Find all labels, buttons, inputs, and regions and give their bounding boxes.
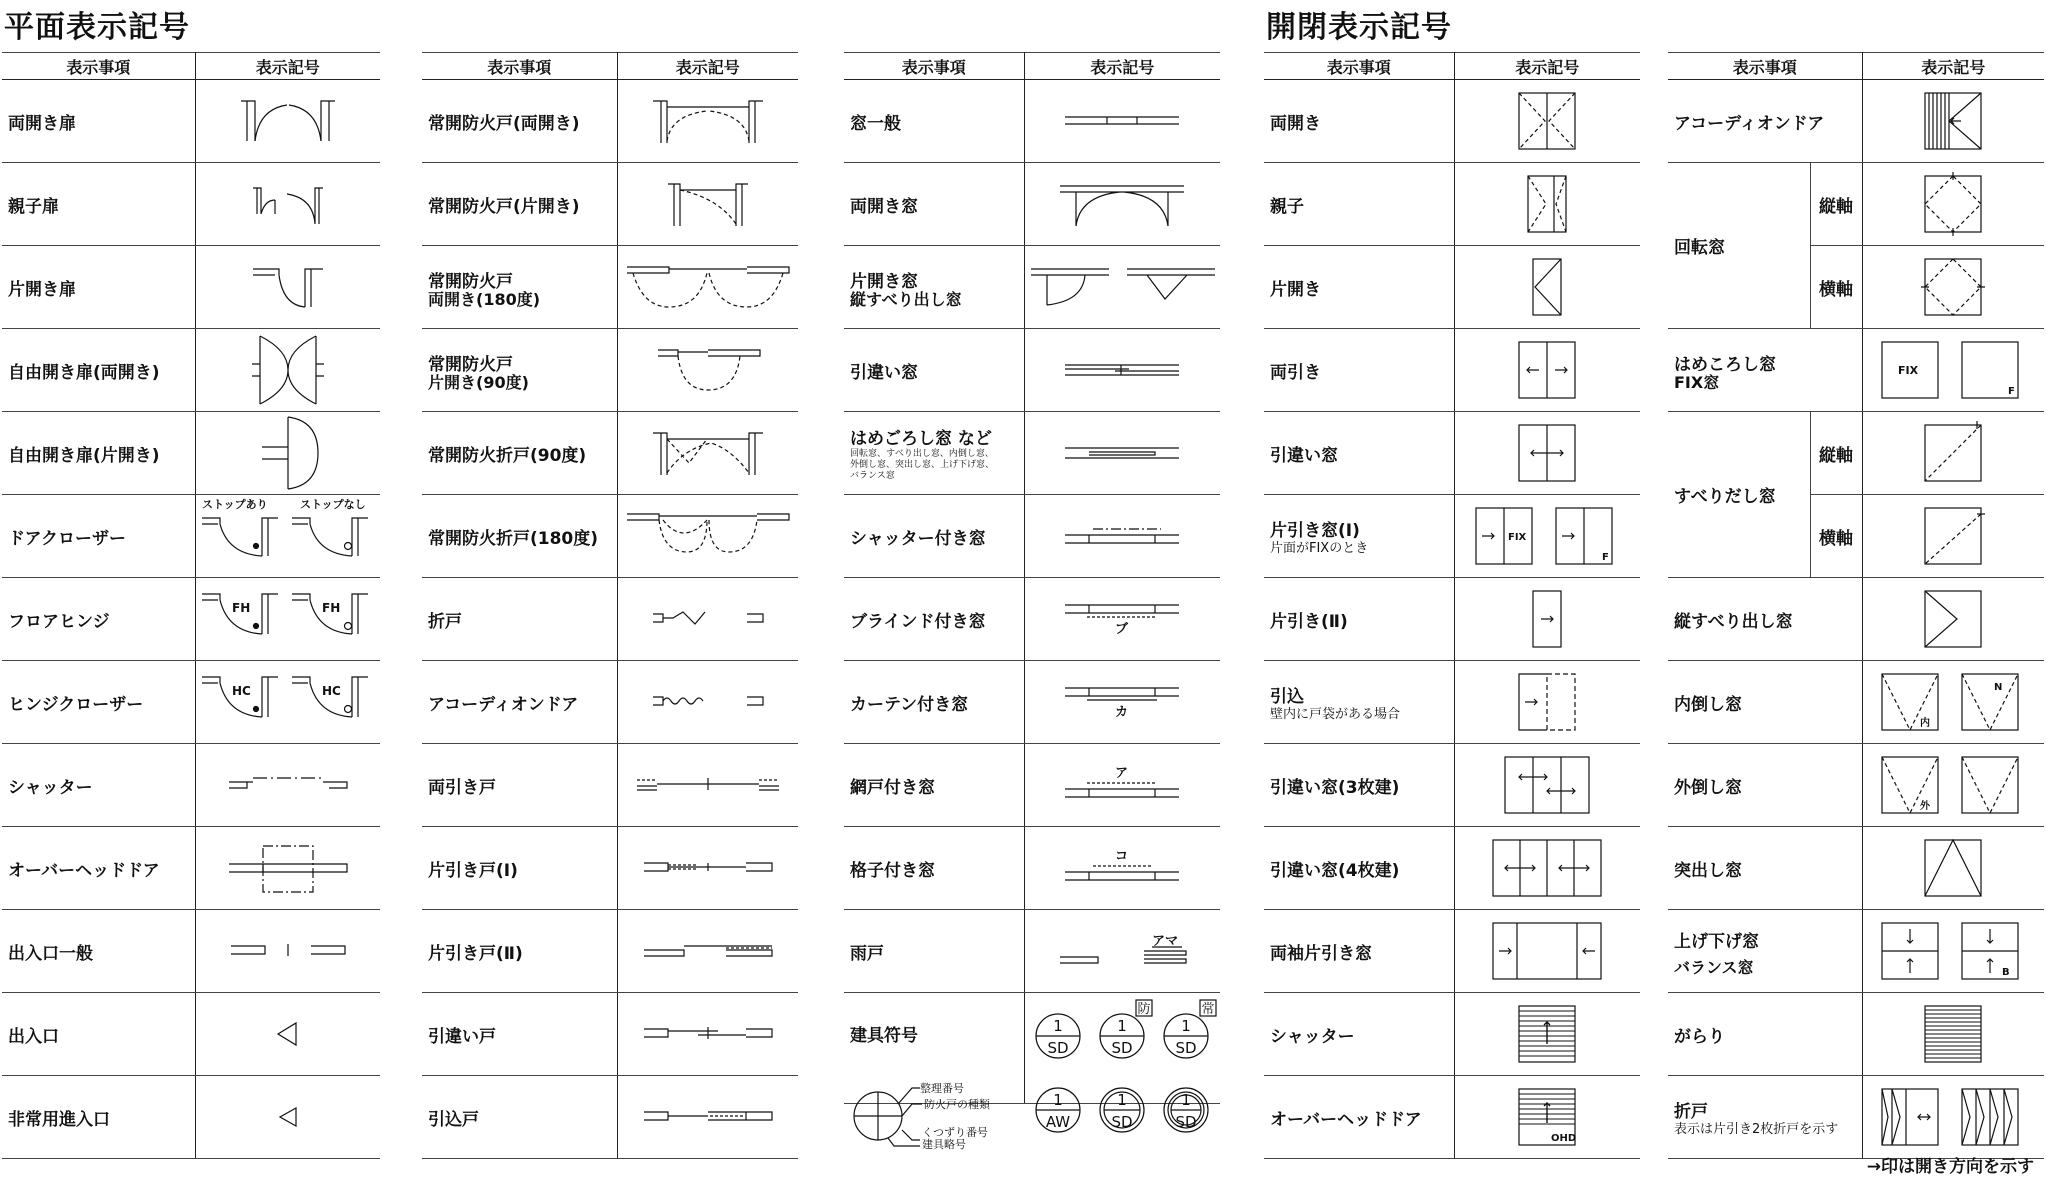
- row-label: [1668, 1076, 1862, 1159]
- hc-label-2: HC: [321, 684, 341, 698]
- table-row: [1264, 993, 1640, 1076]
- row-label: 格子付き窓: [844, 827, 1024, 910]
- open-sliding-window-symbol: [1515, 421, 1579, 485]
- row-note-2: 外倒し窓、突出し窓、上げ下げ窓、: [850, 460, 995, 470]
- row-label: ブラインド付き窓: [844, 578, 1024, 661]
- table-row: [844, 412, 1220, 495]
- row-label: 自由開き扉(片開き): [2, 412, 195, 495]
- row-label-sub: 縦すべり出し窓: [850, 290, 962, 309]
- double-hung-symbol: [1878, 919, 2028, 983]
- f-label: F: [1602, 552, 1610, 563]
- code-num-5: 1: [1117, 1091, 1127, 1109]
- table-row: [1264, 412, 1640, 495]
- open-overhead-symbol: [1515, 1085, 1579, 1149]
- table-row: [1668, 661, 2044, 744]
- fixed-window-open-symbol: [1878, 338, 2028, 402]
- inward-label: 内: [1920, 718, 1931, 729]
- table-row: [1668, 910, 2044, 993]
- open-shutter-symbol: [1515, 1002, 1579, 1066]
- row-label-main: 上げ下げ窓: [1674, 932, 1759, 952]
- table-row: [1264, 1076, 1640, 1159]
- col-header-symbol: 表示記号: [1862, 53, 2044, 80]
- table-row: [844, 827, 1220, 910]
- open-double-slide-symbol: [1515, 338, 1579, 402]
- legend-3: くつずり番号: [922, 1126, 988, 1139]
- open-title: 開閉表示記号: [1266, 10, 1452, 45]
- row-label: [1264, 661, 1454, 744]
- table-row: [844, 495, 1220, 578]
- code-bou: 防: [1137, 1002, 1151, 1017]
- code-sd-1: SD: [1047, 1039, 1069, 1057]
- table-row: [1668, 163, 2044, 246]
- row-label: 両引き戸: [422, 744, 617, 827]
- window-general-symbol: [1057, 106, 1187, 136]
- entrance-triangle-symbol: [268, 1019, 308, 1049]
- table-row: [422, 329, 798, 412]
- row-note-1: 回転窓、すべり出し窓、内倒し窓、: [850, 449, 994, 459]
- col-header-item: 表示事項: [1264, 53, 1454, 80]
- storm-shutter-symbol: [1052, 929, 1192, 973]
- amado-label: アマ: [1152, 934, 1179, 949]
- table-row: [422, 495, 798, 578]
- row-label: シャッター: [1264, 993, 1454, 1076]
- lattice-window-symbol: [1057, 846, 1187, 890]
- hc-label-1: HC: [231, 684, 251, 698]
- plan-table-3: [844, 52, 1220, 1104]
- row-label-main: 片引き窓(Ⅰ): [1270, 521, 1360, 541]
- table-row: [2, 329, 380, 412]
- single-door-symbol: [243, 257, 333, 317]
- col-header-item: 表示事項: [2, 53, 195, 80]
- folding-door-open-symbol: [1878, 1085, 2028, 1149]
- row-label: [1264, 495, 1454, 578]
- shutter-window-symbol: [1057, 521, 1187, 551]
- legend-2: 防火戸の種類: [924, 1098, 990, 1111]
- code-num-2: 1: [1117, 1017, 1127, 1035]
- fire-door-180-symbol: [623, 257, 793, 317]
- louver-symbol: [1921, 1002, 1985, 1066]
- outward-tilt-symbol: [1878, 753, 2028, 817]
- table-row: [1264, 661, 1640, 744]
- open-single-slide-2-symbol: [1527, 587, 1567, 651]
- table-row: [1264, 578, 1640, 661]
- row-label: 片引き戸(Ⅰ): [422, 827, 617, 910]
- row-label: 窓一般: [844, 80, 1024, 163]
- table-row: [1264, 744, 1640, 827]
- table-row: [1668, 329, 2044, 412]
- outward-label: 外: [1920, 801, 1931, 812]
- row-label-main: 片開き窓: [850, 272, 918, 292]
- row-label: 網戸付き窓: [844, 744, 1024, 827]
- free-single-door-symbol: [248, 413, 328, 493]
- row-label: 建具符号: [844, 993, 1024, 1104]
- code-num-3: 1: [1181, 1017, 1191, 1035]
- row-label: 引込戸: [422, 1076, 617, 1159]
- col-header-symbol: 表示記号: [195, 53, 380, 80]
- row-label: 雨戸: [844, 910, 1024, 993]
- open-single-symbol: [1527, 255, 1567, 319]
- overhead-door-symbol: [223, 838, 353, 898]
- row-label: 親子扉: [2, 163, 195, 246]
- axis-label: 縦軸: [1810, 412, 1862, 495]
- row-label: 両開き: [1264, 80, 1454, 163]
- row-label: シャッター付き窓: [844, 495, 1024, 578]
- table-row: [2, 578, 380, 661]
- fh-label-1: FH: [231, 601, 250, 615]
- row-label: 内倒し窓: [1668, 661, 1862, 744]
- row-label: 常開防火戸(両開き): [422, 80, 617, 163]
- row-label: すべりだし窓: [1668, 412, 1810, 578]
- open-four-panel-symbol: [1489, 836, 1605, 900]
- table-row: [1264, 495, 1640, 578]
- table-row: [422, 80, 798, 163]
- table-row: [1264, 80, 1640, 163]
- slide-vertical-symbol: [1921, 421, 1985, 485]
- slide-horizontal-symbol: [1921, 504, 1985, 568]
- table-row: [422, 246, 798, 329]
- table-row: [1668, 80, 2044, 163]
- plan-table-1: [2, 52, 380, 1159]
- table-row: [2, 246, 380, 329]
- row-label-sub: バランス窓: [1674, 958, 1754, 977]
- accordion-door-plan-symbol: [643, 687, 773, 717]
- row-label: ドアクローザー: [2, 495, 195, 578]
- row-label-main: はめごろし窓 など: [850, 429, 992, 449]
- row-label: 引違い戸: [422, 993, 617, 1076]
- code-num-6: 1: [1181, 1091, 1191, 1109]
- sliding-door-2-symbol: [638, 936, 778, 966]
- row-label: アコーディオンドア: [1668, 80, 1862, 163]
- code-sd-2: SD: [1111, 1039, 1133, 1057]
- table-row: [422, 578, 798, 661]
- row-label: 自由開き扉(両開き): [2, 329, 195, 412]
- table-row: [422, 827, 798, 910]
- blind-label: ブ: [1115, 622, 1129, 637]
- row-label: 縦すべり出し窓: [1668, 578, 1862, 661]
- fixed-window-symbol: [1057, 438, 1187, 468]
- row-label: [1668, 329, 1862, 412]
- table-row: [422, 412, 798, 495]
- table-row: [844, 661, 1220, 744]
- table-row: [2, 993, 380, 1076]
- open-single-slide-fix-symbol: [1472, 504, 1622, 568]
- table-row: [1668, 578, 2044, 661]
- row-label: カーテン付き窓: [844, 661, 1024, 744]
- curtain-window-symbol: [1057, 680, 1187, 724]
- fh-label-2: FH: [321, 601, 340, 615]
- row-label-sub: 表示は片引き2枚折戸を示す: [1674, 1122, 1839, 1137]
- table-row: [422, 910, 798, 993]
- row-label: 回転窓: [1668, 163, 1810, 329]
- plan-title: 平面表示記号: [4, 10, 190, 45]
- row-note-3: バランス窓: [850, 471, 895, 481]
- table-row: [2, 744, 380, 827]
- table-row: [1264, 827, 1640, 910]
- table-row: [2, 1076, 380, 1159]
- row-label: 常開防火折戸(180度): [422, 495, 617, 578]
- tategu-code-diagram: [848, 1010, 1024, 1150]
- table-row: [422, 661, 798, 744]
- axis-label: 横軸: [1810, 246, 1862, 329]
- hinge-closer-symbol: [198, 667, 378, 737]
- projecting-window-symbol: [1921, 836, 1985, 900]
- double-sliding-door-symbol: [633, 770, 783, 800]
- open-side-slide-symbol: [1489, 919, 1605, 983]
- code-sd-3: SD: [1175, 1039, 1197, 1057]
- curtain-label: カ: [1115, 705, 1129, 720]
- row-label: 折戸: [422, 578, 617, 661]
- row-label-sub: 片開き(90度): [428, 373, 529, 392]
- row-label-main: 引込: [1270, 687, 1304, 707]
- n-label: N: [1994, 682, 2003, 693]
- row-label: がらり: [1668, 993, 1862, 1076]
- row-label-main: 常開防火戸: [428, 355, 513, 375]
- code-aw: AW: [1045, 1113, 1071, 1131]
- col-header-symbol: 表示記号: [617, 53, 798, 80]
- emergency-entrance-symbol: [268, 1102, 308, 1132]
- row-label: フロアヒンジ: [2, 578, 195, 661]
- table-row: [844, 80, 1220, 163]
- legend-1: 整理番号: [920, 1082, 964, 1095]
- vertical-slide-open-symbol: [1921, 587, 1985, 651]
- row-label: 出入口一般: [2, 910, 195, 993]
- table-row: [1264, 329, 1640, 412]
- row-label-main: はめころし窓: [1674, 355, 1776, 375]
- sliding-pair-door-symbol: [638, 1019, 778, 1049]
- row-label-sub: 片面がFIXのとき: [1270, 541, 1369, 556]
- table-row: [1264, 163, 1640, 246]
- table-row: [2, 412, 380, 495]
- row-label: 両引き: [1264, 329, 1454, 412]
- table-row: [1668, 744, 2044, 827]
- table-row: [844, 329, 1220, 412]
- rotate-horizontal-symbol: [1921, 255, 1985, 319]
- row-label: 外倒し窓: [1668, 744, 1862, 827]
- row-label: 出入口: [2, 993, 195, 1076]
- row-label: 引違い窓(3枚建): [1264, 744, 1454, 827]
- row-label: アコーディオンドア: [422, 661, 617, 744]
- table-row: [422, 993, 798, 1076]
- blind-window-symbol: [1057, 597, 1187, 641]
- b-label: B: [2002, 967, 2010, 978]
- row-label: 引違い窓(4枚建): [1264, 827, 1454, 910]
- row-label: 引違い窓: [1264, 412, 1454, 495]
- table-row: [2, 163, 380, 246]
- table-row: [422, 163, 798, 246]
- f-text: F: [2008, 386, 2016, 397]
- open-parent-child-symbol: [1522, 172, 1572, 236]
- table-row: [2, 80, 380, 163]
- table-row: [844, 163, 1220, 246]
- open-double-symbol: [1515, 89, 1579, 153]
- row-label: [844, 246, 1024, 329]
- axis-label: 横軸: [1810, 495, 1862, 578]
- table-row: [1668, 827, 2044, 910]
- row-label-sub: 両開き(180度): [428, 290, 541, 309]
- code-num-1: 1: [1053, 1017, 1063, 1035]
- open-accordion-symbol: [1921, 89, 1985, 153]
- table-row: [422, 744, 798, 827]
- parent-child-door-symbol: [243, 174, 333, 234]
- double-door-symbol: [233, 91, 343, 151]
- row-label: ヒンジクローザー: [2, 661, 195, 744]
- row-label: 片引き戸(Ⅱ): [422, 910, 617, 993]
- col-header-symbol: 表示記号: [1024, 53, 1220, 80]
- row-label: 片開き扉: [2, 246, 195, 329]
- code-sd-6: SD: [1175, 1113, 1197, 1131]
- table-row: [2, 910, 380, 993]
- table-row: [1668, 412, 2044, 495]
- col-header-item: 表示事項: [844, 53, 1024, 80]
- table-row: [2, 661, 380, 744]
- row-label: [422, 329, 617, 412]
- row-label: 両開き扉: [2, 80, 195, 163]
- row-label: 片引き(Ⅱ): [1264, 578, 1454, 661]
- row-label-main: 折戸: [1674, 1102, 1708, 1122]
- axis-label: 縦軸: [1810, 163, 1862, 246]
- free-double-door-symbol: [238, 330, 338, 410]
- shutter-symbol: [223, 770, 353, 800]
- screen-window-symbol: [1057, 763, 1187, 807]
- col-header-item: 表示事項: [1668, 53, 1862, 80]
- rotate-vertical-symbol: [1921, 172, 1985, 236]
- tategu-circles: [1024, 994, 1220, 1150]
- row-label: オーバーヘッドドア: [1264, 1076, 1454, 1159]
- table-row: [1264, 910, 1640, 993]
- floor-hinge-symbol: [198, 584, 378, 654]
- lattice-label: コ: [1115, 849, 1129, 864]
- row-label: [422, 246, 617, 329]
- code-jou: 常: [1201, 1002, 1215, 1017]
- footnote: →印は開き方向を示す: [1866, 1157, 2034, 1177]
- row-label-main: 常開防火戸: [428, 272, 513, 292]
- row-label-sub: 壁内に戸袋がある場合: [1270, 707, 1401, 722]
- code-sd-5: SD: [1111, 1113, 1133, 1131]
- open-three-panel-symbol: [1501, 753, 1593, 817]
- stop-no-label: ストップなし: [299, 498, 366, 511]
- row-label: [1668, 910, 1862, 993]
- row-label: 常開防火戸(片開き): [422, 163, 617, 246]
- fire-door-90-symbol: [648, 340, 768, 400]
- plan-table-2: [422, 52, 798, 1159]
- table-row: [1668, 1076, 2044, 1159]
- row-label: 常開防火折戸(90度): [422, 412, 617, 495]
- open-table-1: [1264, 52, 1640, 1159]
- row-label: 片開き: [1264, 246, 1454, 329]
- open-table-2: [1668, 52, 2044, 1159]
- door-closer-symbol: [198, 496, 378, 576]
- row-label-sub: FIX窓: [1674, 373, 1720, 392]
- table-row: [844, 578, 1220, 661]
- row-label: 非常用進入口: [2, 1076, 195, 1159]
- fix-label: FIX: [1508, 532, 1527, 543]
- fire-door-double-symbol: [643, 91, 773, 151]
- table-row: [844, 744, 1220, 827]
- table-row: [844, 910, 1220, 993]
- row-label: オーバーヘッドドア: [2, 827, 195, 910]
- row-label: 突出し窓: [1668, 827, 1862, 910]
- casement-window-symbol: [1027, 257, 1217, 317]
- table-row: [422, 1076, 798, 1159]
- row-label: 両袖片引き窓: [1264, 910, 1454, 993]
- fix-text: FIX: [1898, 364, 1919, 377]
- fire-door-single-symbol: [658, 174, 758, 234]
- fire-fold-180-symbol: [623, 506, 793, 566]
- legend-4: 建具略号: [922, 1138, 966, 1150]
- ohd-label: OHD: [1551, 1133, 1577, 1144]
- inward-tilt-symbol: [1878, 670, 2028, 734]
- fire-fold-90-symbol: [643, 423, 773, 483]
- row-label: 引違い窓: [844, 329, 1024, 412]
- col-header-symbol: 表示記号: [1454, 53, 1640, 80]
- table-row: [2, 495, 380, 578]
- table-row: [2, 827, 380, 910]
- pocket-door-symbol: [638, 1102, 778, 1132]
- sliding-door-1-symbol: [638, 853, 778, 883]
- row-label: 親子: [1264, 163, 1454, 246]
- col-header-item: 表示事項: [422, 53, 617, 80]
- screen-label: ア: [1115, 766, 1129, 781]
- entrance-general-symbol: [223, 936, 353, 966]
- double-window-symbol: [1052, 174, 1192, 234]
- row-label: シャッター: [2, 744, 195, 827]
- stop-yes-label: ストップあり: [201, 498, 268, 511]
- code-num-4: 1: [1053, 1091, 1063, 1109]
- folding-door-symbol: [643, 604, 773, 634]
- sliding-window-symbol: [1057, 355, 1187, 385]
- row-label: [844, 412, 1024, 495]
- row-label: 両開き窓: [844, 163, 1024, 246]
- table-row: [844, 246, 1220, 329]
- table-row: [1668, 993, 2044, 1076]
- open-pocket-symbol: [1515, 670, 1579, 734]
- table-row: [1264, 246, 1640, 329]
